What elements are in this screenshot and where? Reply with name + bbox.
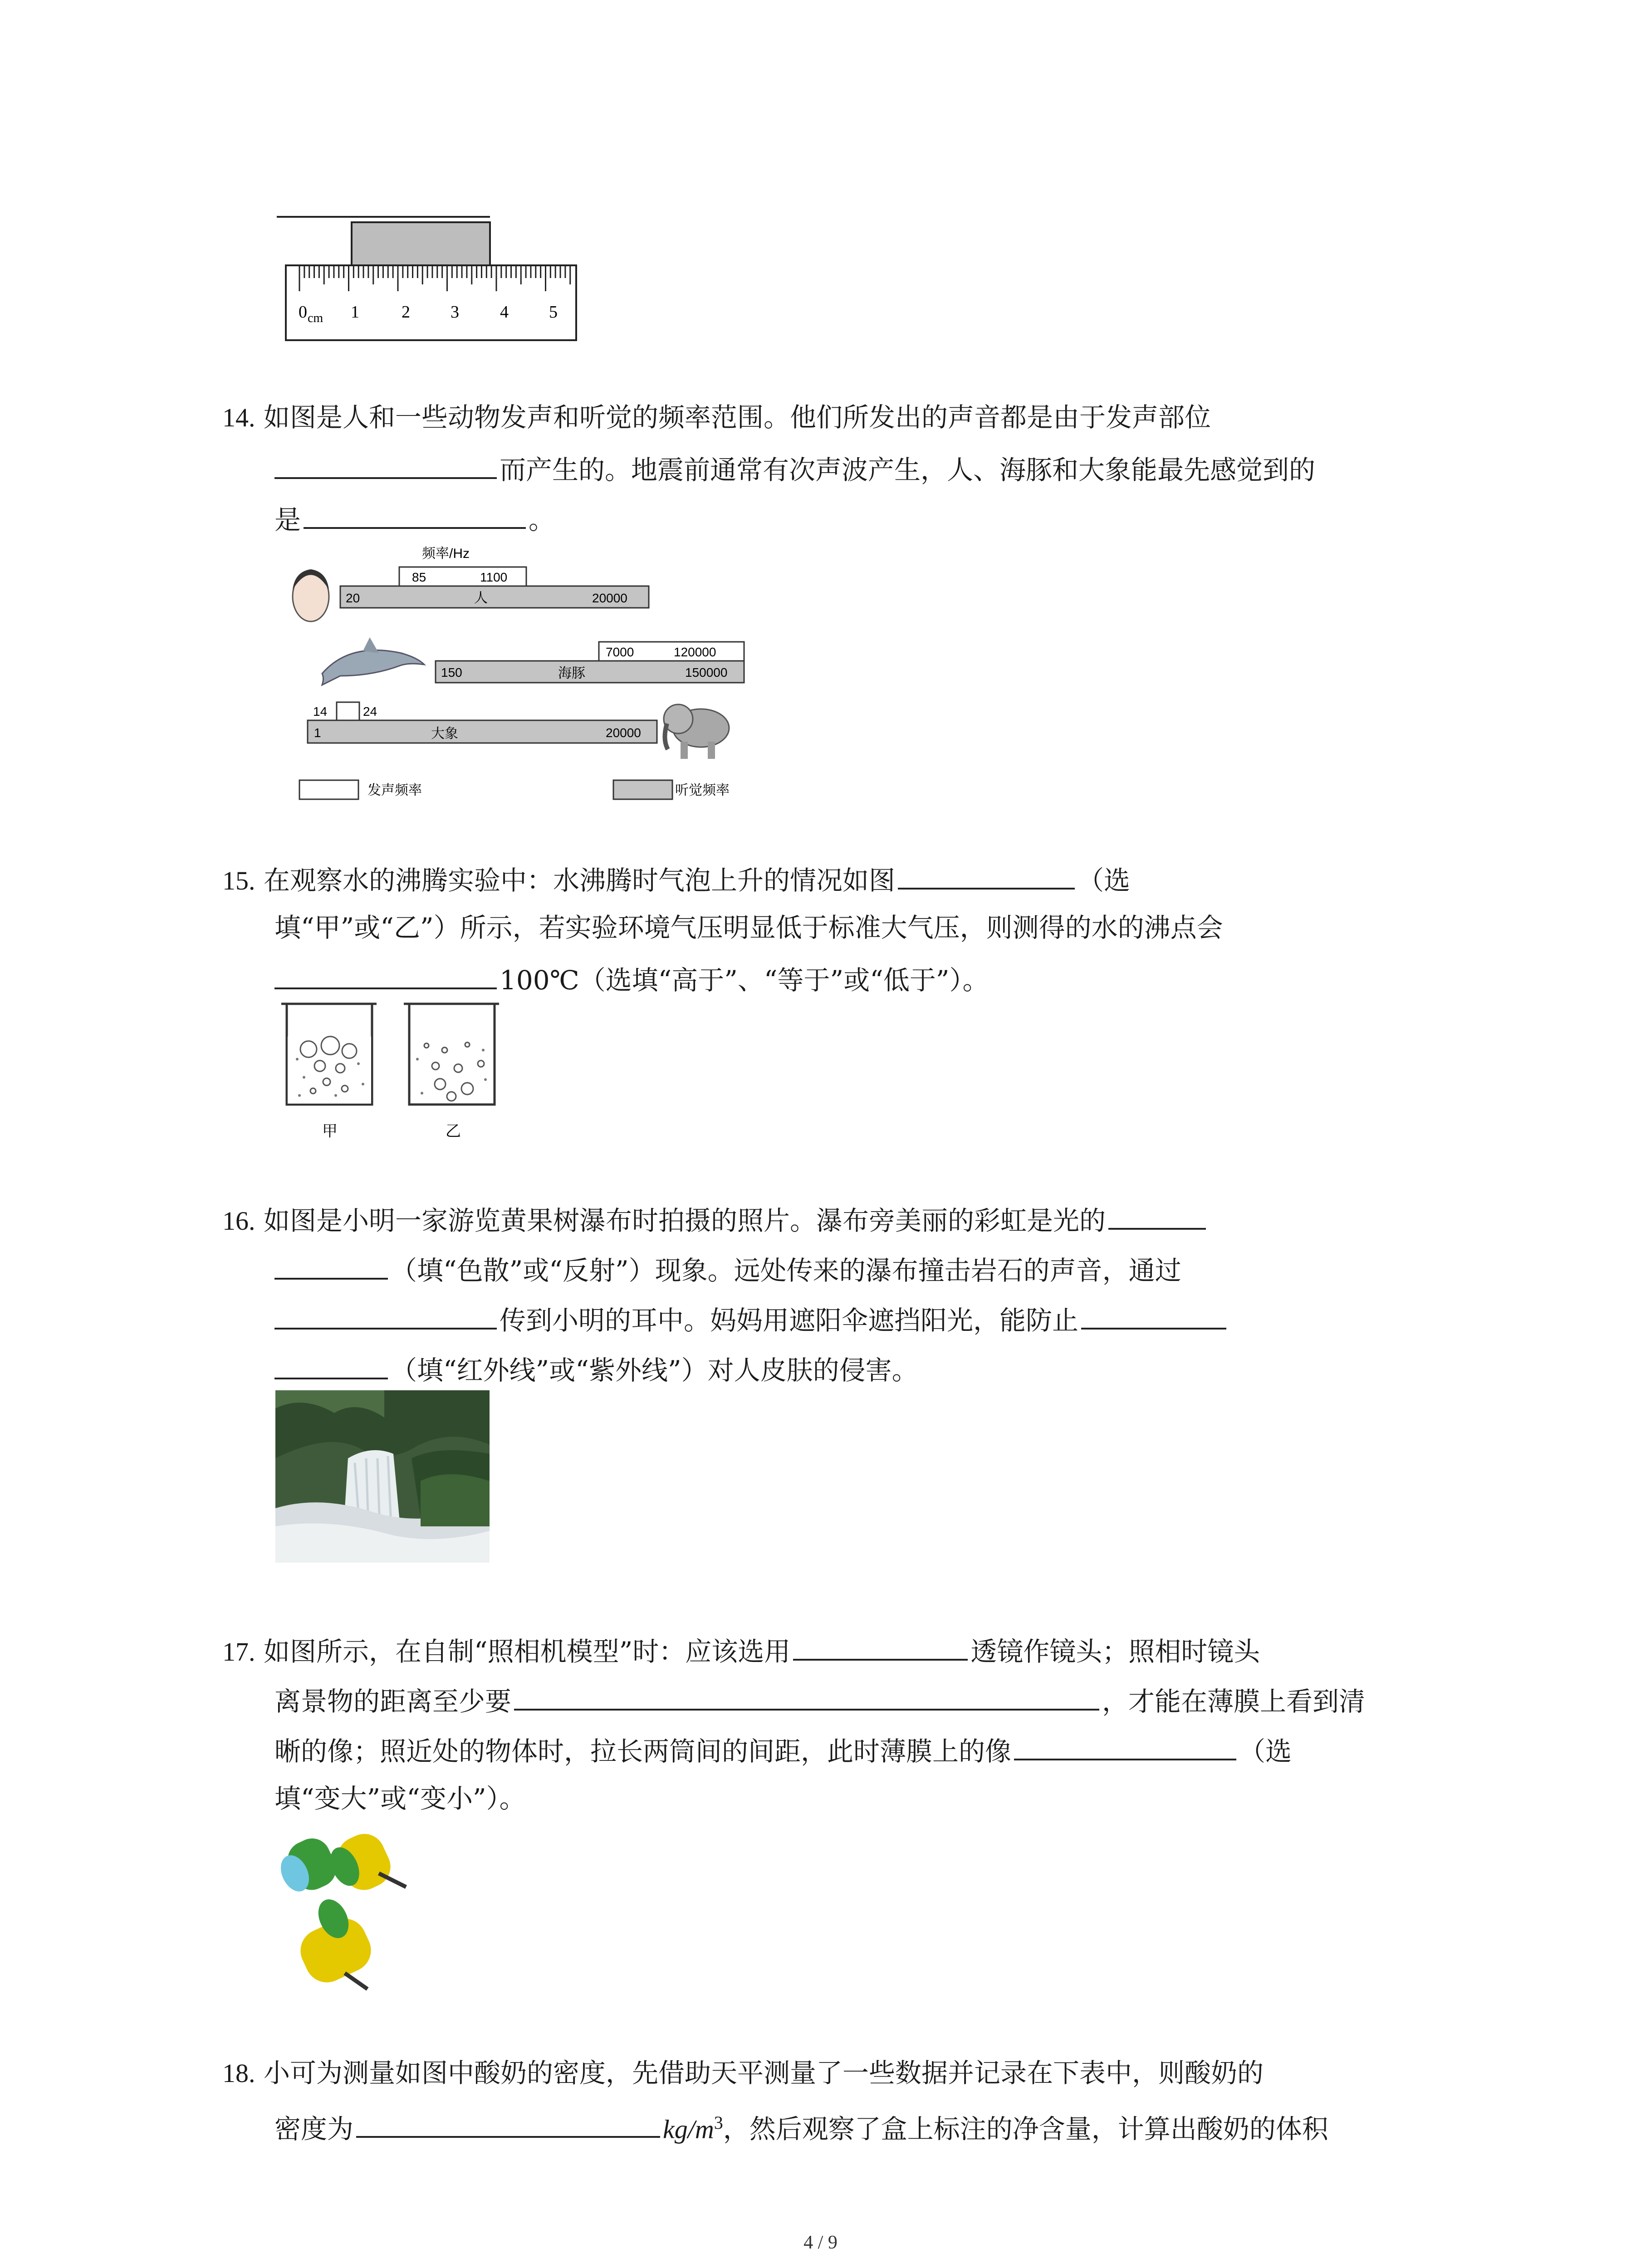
- q17-text-4: 填“变大”或“变小”）。: [274, 1783, 526, 1814]
- q14-number: 14.: [222, 403, 255, 432]
- q14-text-1: 如图是人和一些动物发声和听觉的频率范围。他们所发出的声音都是由于发声部位: [263, 402, 1211, 433]
- dolphin-name: 海豚: [558, 666, 585, 681]
- q16-text-2: （填“色散”或“反射”）现象。远处传来的瀑布撞击岩石的声音，通过: [391, 1255, 1181, 1286]
- q14-blank-1[interactable]: [274, 449, 497, 479]
- elephant-voice-high: 24: [363, 704, 377, 719]
- q18-line-1: [222, 2055, 1264, 2092]
- q16-line-1: [222, 1200, 1209, 1239]
- q18-blank-1[interactable]: [356, 2108, 660, 2138]
- beaker-figure: [277, 1000, 513, 1145]
- q16-text-4: （填“红外线”或“紫外线”）对人皮肤的侵害。: [391, 1355, 918, 1386]
- elephant-voice-low: 14: [313, 704, 328, 719]
- q14-text-2: 而产生的。地震前通常有次声波产生，人、海豚和大象能最先感觉到的: [500, 455, 1316, 485]
- q17-text-1b: 透镜作镜头；照相时镜头: [970, 1636, 1260, 1667]
- ruler-tick-1: 1: [351, 303, 359, 322]
- q15-text-1b: （选: [1077, 865, 1130, 896]
- q16-blank-2[interactable]: [274, 1300, 497, 1330]
- camera-model-figure: [277, 1828, 422, 2000]
- q17-text-1a: 如图所示，在自制“照相机模型”时：应该选用: [263, 1636, 791, 1667]
- q18-line-2: [274, 2105, 1328, 2147]
- human-name: 人: [474, 591, 488, 606]
- q16-line-2: [274, 1250, 1181, 1289]
- q14-line-3: [274, 499, 555, 538]
- q17-blank-1[interactable]: [793, 1631, 968, 1661]
- q16-text-3: 传到小明的耳中。妈妈用遮阳伞遮挡阳光，能防止: [500, 1305, 1079, 1336]
- q18-number: 18.: [222, 2058, 255, 2088]
- q17-text-2b: ，才能在薄膜上看到清: [1102, 1686, 1366, 1717]
- ruler-unit: cm: [308, 311, 323, 325]
- beaker-b: [404, 1004, 499, 1105]
- q17-text-3a: 晰的像；照近处的物体时，拉长两筒间的间距，此时薄膜上的像: [274, 1736, 1012, 1767]
- q17-number: 17.: [222, 1637, 255, 1667]
- q15-text-3: 100℃（选填“高于”、“等于”或“低于”）。: [500, 965, 989, 996]
- q18-text-2a: 密度为: [274, 2113, 354, 2145]
- dolphin-hear-low: 150: [441, 665, 462, 679]
- q14-line-2: [274, 449, 1315, 488]
- ruler-figure: [272, 209, 590, 345]
- frequency-range-figure: [272, 540, 771, 812]
- waterfall-photo: [275, 1390, 490, 1563]
- q17-line-4: [274, 1780, 526, 1817]
- q18-text-1: 小可为测量如图中酸奶的密度，先借助天平测量了一些数据并记录在下表中，则酸奶的: [263, 2058, 1264, 2088]
- q16-number: 16.: [222, 1206, 255, 1236]
- page-number: 4 / 9: [803, 2232, 838, 2253]
- q15-text-1: 在观察水的沸腾实验中：水沸腾时气泡上升的情况如图: [263, 865, 895, 896]
- human-hear-low: 20: [346, 591, 360, 605]
- q14-blank-2[interactable]: [304, 499, 526, 529]
- elephant-name: 大象: [431, 726, 458, 741]
- dolphin-icon: [322, 637, 424, 685]
- q16-blank-3b[interactable]: [274, 1349, 388, 1379]
- freq-axis-label: 频率/Hz: [422, 546, 470, 561]
- q14-line-1: [222, 399, 1211, 436]
- q16-text-1: 如图是小明一家游览黄果树瀑布时拍摄的照片。瀑布旁美丽的彩虹是光的: [263, 1205, 1106, 1236]
- q18-unit: kg/m: [663, 2114, 714, 2144]
- legend-voice: 发声频率: [367, 783, 422, 798]
- q18-text-2b: ，然后观察了盒上标注的净含量，计算出酸奶的体积: [723, 2113, 1328, 2145]
- human-voice-low: 85: [412, 570, 426, 584]
- dolphin-voice-high: 120000: [674, 645, 716, 659]
- q16-line-4: [274, 1349, 918, 1388]
- q16-blank-1a[interactable]: [1108, 1200, 1206, 1230]
- q15-blank-2[interactable]: [274, 959, 497, 989]
- q15-line-1: [222, 860, 1130, 899]
- elephant-hear-high: 20000: [606, 726, 641, 740]
- tube-2: [325, 1828, 406, 1897]
- ruler-tick-5: 5: [549, 303, 558, 322]
- q14-text-3b: 。: [529, 504, 555, 535]
- q15-text-2: 填“甲”或“乙”）所示，若实验环境气压明显低于标准大气压，则测得的水的沸点会: [274, 912, 1223, 943]
- q16-blank-1b[interactable]: [274, 1250, 388, 1280]
- tube-3: [294, 1895, 378, 1990]
- q17-line-1: [222, 1631, 1260, 1670]
- elephant-hear-low: 1: [314, 726, 321, 740]
- dolphin-hear-high: 150000: [685, 665, 728, 679]
- beaker-a-label: 甲: [322, 1123, 338, 1140]
- q15-line-3: [274, 959, 989, 998]
- human-face-icon: [293, 569, 329, 621]
- beaker-a: [281, 1004, 377, 1105]
- q16-line-3: [274, 1300, 1229, 1339]
- q17-line-2: [274, 1681, 1365, 1720]
- q17-blank-3[interactable]: [1014, 1730, 1236, 1760]
- human-hear-high: 20000: [592, 591, 627, 605]
- human-voice-high: 1100: [480, 570, 508, 584]
- q15-number: 15.: [222, 866, 255, 895]
- q17-blank-2[interactable]: [514, 1681, 1099, 1711]
- q14-text-3a: 是: [274, 504, 301, 535]
- q15-blank-1[interactable]: [898, 860, 1075, 890]
- ruler-tick-4: 4: [500, 303, 509, 322]
- q18-unit-exp: 3: [714, 2112, 723, 2133]
- elephant-icon: [664, 704, 729, 759]
- legend-hear: 听觉频率: [675, 783, 730, 798]
- ruler-tick-0: 0: [299, 303, 307, 322]
- q15-line-2: [274, 909, 1223, 946]
- ruler-tick-2: 2: [402, 303, 410, 322]
- beaker-b-label: 乙: [446, 1123, 461, 1140]
- q17-text-2a: 离景物的距离至少要: [274, 1686, 512, 1717]
- ruler-tick-3: 3: [451, 303, 459, 322]
- q17-text-3b: （选: [1239, 1736, 1292, 1767]
- q17-line-3: [274, 1730, 1292, 1769]
- dolphin-voice-low: 7000: [606, 645, 634, 659]
- q16-blank-3a[interactable]: [1081, 1300, 1226, 1330]
